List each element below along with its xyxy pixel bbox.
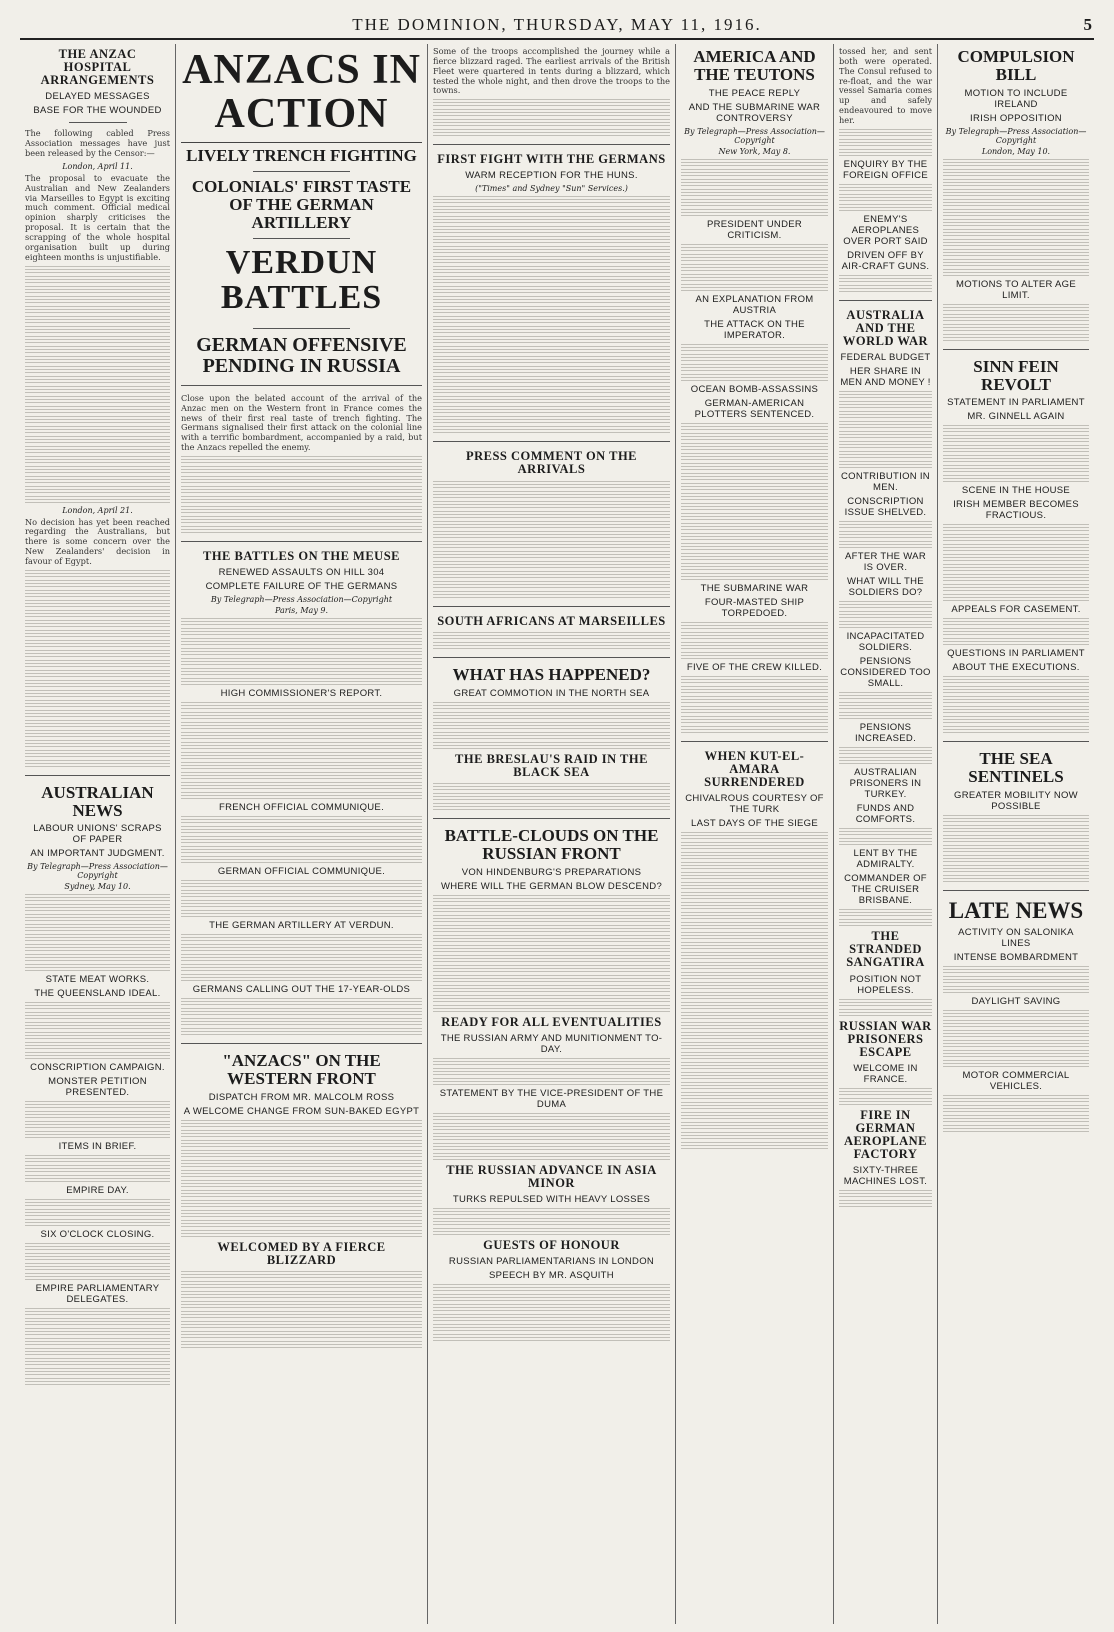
subheading: MOTIONS TO ALTER AGE LIMIT.: [955, 278, 1077, 301]
article-text: No decision has yet been reached regarding the Australians, but there is some concern over the New Zealanders' decision in favour of Egypt.: [25, 516, 170, 566]
subheading: AN IMPORTANT JUDGMENT.: [30, 848, 165, 860]
headline-ready: READY FOR ALL EVENTUALITIES: [441, 1014, 662, 1029]
subheading: RENEWED ASSAULTS ON HILL 304: [218, 567, 385, 579]
subheading: A WELCOME CHANGE FROM SUN-BAKED EGYPT: [183, 1105, 420, 1117]
subheading: ENEMY'S AEROPLANES OVER PORT SAID: [843, 213, 928, 247]
subheading: THE GERMAN ARTILLERY AT VERDUN.: [209, 920, 394, 932]
article-text: Some of the troops accomplished the journey while a fierce blizzard raged. The earliest arrivals of the British Fleet were quartered in tents during a blizzard, which tested the whole night, and then drove the troops to the towns.: [433, 46, 670, 96]
subheading: GREATER MOBILITY NOW POSSIBLE: [954, 790, 1078, 813]
subheading: GREAT COMMOTION IN THE NORTH SEA: [453, 687, 650, 699]
subheading: THE RUSSIAN ARMY AND MUNITIONMENT TO-DAY.: [440, 1032, 663, 1055]
subheading: GERMAN OFFICIAL COMMUNIQUE.: [217, 866, 386, 878]
headline-russian-prisoners: RUSSIAN WAR PRISONERS ESCAPE: [839, 1018, 932, 1059]
subheading: SIXTY-THREE MACHINES LOST.: [843, 1165, 928, 1188]
headline-america-teutons: AMERICA AND THE TEUTONS: [693, 47, 816, 84]
subheading: STATEMENT IN PARLIAMENT: [947, 397, 1085, 409]
subheading: BASE FOR THE WOUNDED: [33, 105, 162, 117]
subheading: PENSIONS CONSIDERED TOO SMALL.: [840, 656, 931, 690]
headline-fire-factory: FIRE IN GERMAN AEROPLANE FACTORY: [844, 1107, 927, 1162]
headline-guests-of-honour: GUESTS OF HONOUR: [483, 1237, 620, 1252]
headline-anzacs-in-action: ANZACS IN ACTION: [181, 48, 422, 143]
headline-sinn-fein: SINN FEIN REVOLT: [973, 356, 1059, 394]
subheading: WELCOME IN FRANCE.: [853, 1062, 918, 1085]
subheading: STATEMENT BY THE VICE-PRESIDENT OF THE DUMA: [439, 1087, 664, 1110]
subheading: THE ATTACK ON THE IMPERATOR.: [704, 318, 805, 341]
byline: ("Times" and Sydney "Sun" Services.): [475, 184, 628, 194]
dateline: Sydney, May 10.: [64, 882, 131, 892]
subheading: TURKS REPULSED WITH HEAVY LOSSES: [452, 1193, 651, 1205]
subheading: QUESTIONS IN PARLIAMENT: [947, 648, 1085, 660]
subheading: VON HINDENBURG'S PREPARATIONS: [461, 866, 642, 878]
subheading: FIVE OF THE CREW KILLED.: [686, 661, 823, 673]
byline: By Telegraph—Press Association—Copyright: [27, 862, 168, 881]
subheading: AN EXPLANATION FROM AUSTRIA: [695, 293, 814, 316]
headline-australian-news: AUSTRALIAN NEWS: [41, 782, 154, 820]
page-number: 5: [1083, 15, 1094, 34]
subheading: MR. GINNELL AGAIN: [967, 411, 1065, 423]
subheading: SIX O'CLOCK CLOSING.: [40, 1229, 155, 1241]
subheading: OCEAN BOMB-ASSASSINS: [690, 383, 819, 395]
subheading: FRENCH OFFICIAL COMMUNIQUE.: [218, 802, 385, 814]
subheading: RUSSIAN PARLIAMENTARIANS IN LONDON: [448, 1256, 655, 1267]
column-5: [834, 44, 938, 1624]
subheading: CHIVALROUS COURTESY OF THE TURK: [685, 793, 824, 816]
subheading: AUSTRALIAN PRISONERS IN TURKEY.: [849, 767, 922, 801]
subheading: MOTOR COMMERCIAL VEHICLES.: [962, 1070, 1070, 1093]
article-text: The proposal to evacuate the Australian and New Zealanders via Marseilles to Egypt is exciting much comment. Official medical opinion sharply criticises the proposal. It is certain that the scrapping of the whole hospital organisation built up during eighteen months is unjustifiable.: [25, 172, 170, 262]
subheading: EMPIRE DAY.: [66, 1185, 129, 1197]
subheading: THE SUBMARINE WAR: [700, 582, 809, 594]
subheading: WARM RECEPTION FOR THE HUNS.: [465, 170, 638, 182]
article-text: The following cabled Press Association messages have just been released by the Censor:—: [25, 128, 170, 159]
subheading: SPEECH BY MR. ASQUITH: [489, 1270, 614, 1281]
subheading: IRISH MEMBER BECOMES FRACTIOUS.: [953, 499, 1079, 522]
headline-battle-clouds: BATTLE-CLOUDS ON THE RUSSIAN FRONT: [444, 825, 659, 863]
dateline: Paris, May 9.: [274, 606, 329, 616]
dateline: London, April 21.: [62, 505, 133, 515]
subheading: FEDERAL BUDGET: [840, 352, 931, 364]
headline-sea-sentinels: THE SEA SENTINELS: [968, 749, 1064, 787]
subheading: COLONIALS' FIRST TASTE OF THE GERMAN ARTILLERY: [191, 177, 412, 232]
subheading: EMPIRE PARLIAMENTARY DELEGATES.: [35, 1283, 160, 1306]
byline: By Telegraph—Press Association—Copyright: [684, 126, 825, 145]
article-text: Close upon the belated account of the arrival of the Anzac men on the Western front in France comes the news of their first real taste of trench fighting. The Germans signalised their first attack on the colonial line with a terrific bombardment, accompanied by a raid, but the Anzacs repelled the enemy.: [181, 392, 422, 453]
headline-blizzard: WELCOMED BY A FIERCE BLIZZARD: [217, 1239, 386, 1267]
subheading: FOUR-MASTED SHIP TORPEDOED.: [704, 596, 805, 619]
article-text: tossed her, and sent both were operated. The Consul refused to re-float, and the war vessel Samaria comes up and safely endeavoured to move her.: [839, 46, 932, 125]
subheading: PRESIDENT UNDER CRITICISM.: [706, 218, 803, 241]
newspaper-columns: [20, 44, 1094, 1624]
headline-meuse: THE BATTLES ON THE MEUSE: [202, 549, 400, 563]
masthead: [20, 12, 1094, 40]
headline-verdun-battles: VERDUN BATTLES: [220, 243, 383, 317]
column-4: [676, 44, 834, 1624]
subheading: POSITION NOT HOPELESS.: [849, 973, 922, 996]
column-2: [176, 44, 428, 1624]
subheading: DAYLIGHT SAVING: [971, 996, 1061, 1008]
headline-anzac-hospital: THE ANZAC HOSPITAL ARRANGEMENTS: [40, 47, 155, 88]
subheading: DRIVEN OFF BY AIR-CRAFT GUNS.: [841, 249, 930, 272]
headline-compulsion-bill: COMPULSION BILL: [957, 47, 1075, 84]
subheading: MOTION TO INCLUDE IRELAND: [964, 87, 1068, 110]
column-3: [428, 44, 676, 1624]
subheading: IRISH OPPOSITION: [970, 112, 1062, 124]
subheading: MONSTER PETITION PRESENTED.: [48, 1076, 147, 1099]
headline-sangatira: THE STRANDED SANGATIRA: [846, 929, 925, 970]
subheading: DISPATCH FROM MR. MALCOLM ROSS: [208, 1091, 395, 1103]
subheading: AND THE SUBMARINE WAR CONTROVERSY: [688, 101, 821, 124]
headline-breslau: THE BRESLAU'S RAID IN THE BLACK SEA: [455, 751, 648, 779]
subheading: APPEALS FOR CASEMENT.: [951, 604, 1081, 616]
subheading: CONSCRIPTION CAMPAIGN.: [30, 1062, 165, 1074]
newspaper-masthead-title: THE DOMINION, THURSDAY, MAY 11, 1916.: [352, 15, 762, 34]
headline-press-comment: PRESS COMMENT ON THE ARRIVALS: [465, 449, 638, 477]
headline-anzacs-western-front: "ANZACS" ON THE WESTERN FRONT: [222, 1051, 381, 1088]
subheading: HIGH COMMISSIONER'S REPORT.: [220, 688, 383, 700]
subheading: LENT BY THE ADMIRALTY.: [853, 848, 918, 871]
subheading: ITEMS IN BRIEF.: [58, 1141, 137, 1153]
subheading: FUNDS AND COMFORTS.: [855, 803, 916, 826]
subheading: INCAPACITATED SOLDIERS.: [846, 631, 925, 654]
dateline: New York, May 8.: [718, 146, 791, 156]
subheading: COMPLETE FAILURE OF THE GERMANS: [205, 581, 398, 593]
subheading: WHERE WILL THE GERMAN BLOW DESCEND?: [440, 880, 663, 892]
subheading: SCENE IN THE HOUSE: [961, 485, 1071, 497]
headline-australia-world-war: AUSTRALIA AND THE WORLD WAR: [842, 307, 929, 348]
subheading: LABOUR UNIONS' SCRAPS OF PAPER: [33, 823, 162, 846]
byline: By Telegraph—Press Association—Copyright: [210, 595, 393, 605]
headline-russian-advance: THE RUSSIAN ADVANCE IN ASIA MINOR: [446, 1162, 657, 1190]
subheading: LIVELY TRENCH FIGHTING: [186, 146, 417, 166]
byline: By Telegraph—Press Association—Copyright: [945, 126, 1087, 145]
subheading: GERMAN OFFENSIVE PENDING IN RUSSIA: [196, 333, 407, 377]
subheading: LAST DAYS OF THE SIEGE: [691, 818, 818, 830]
headline-late-news: LATE NEWS: [948, 898, 1084, 924]
subheading: HER SHARE IN MEN AND MONEY !: [840, 366, 931, 389]
subheading: GERMANS CALLING OUT THE 17-YEAR-OLDS: [192, 984, 411, 996]
subheading: CONTRIBUTION IN MEN.: [841, 471, 930, 494]
subheading: DELAYED MESSAGES: [45, 91, 150, 103]
subheading: ENQUIRY BY THE FOREIGN OFFICE: [843, 158, 928, 181]
dateline: London, May 10.: [981, 146, 1051, 156]
headline-first-fight: FIRST FIGHT WITH THE GERMANS: [437, 152, 666, 167]
subheading: GERMAN-AMERICAN PLOTTERS SENTENCED.: [694, 397, 815, 420]
dateline: London, April 11.: [62, 161, 133, 171]
subheading: AFTER THE WAR IS OVER.: [845, 551, 926, 574]
subheading: COMMANDER OF THE CRUISER BRISBANE.: [844, 873, 927, 907]
subheading: CONSCRIPTION ISSUE SHELVED.: [844, 496, 927, 519]
subheading: ABOUT THE EXECUTIONS.: [952, 662, 1080, 674]
subheading: ACTIVITY ON SALONIKA LINES: [958, 927, 1074, 950]
column-1: [20, 44, 176, 1624]
headline-kut-el-amara: WHEN KUT-EL-AMARA SURRENDERED: [704, 748, 805, 789]
headline-south-africans: SOUTH AFRICANS AT MARSEILLES: [437, 613, 666, 628]
subheading: THE PEACE REPLY: [708, 87, 801, 99]
column-6: [938, 44, 1094, 1624]
subheading: STATE MEAT WORKS.: [45, 974, 150, 986]
subheading: THE QUEENSLAND IDEAL.: [34, 988, 161, 1000]
subheading: PENSIONS INCREASED.: [854, 722, 917, 745]
subheading: INTENSE BOMBARDMENT: [953, 952, 1079, 964]
subheading: WHAT WILL THE SOLDIERS DO?: [847, 576, 924, 599]
headline-what-has-happened: WHAT HAS HAPPENED?: [452, 664, 651, 684]
